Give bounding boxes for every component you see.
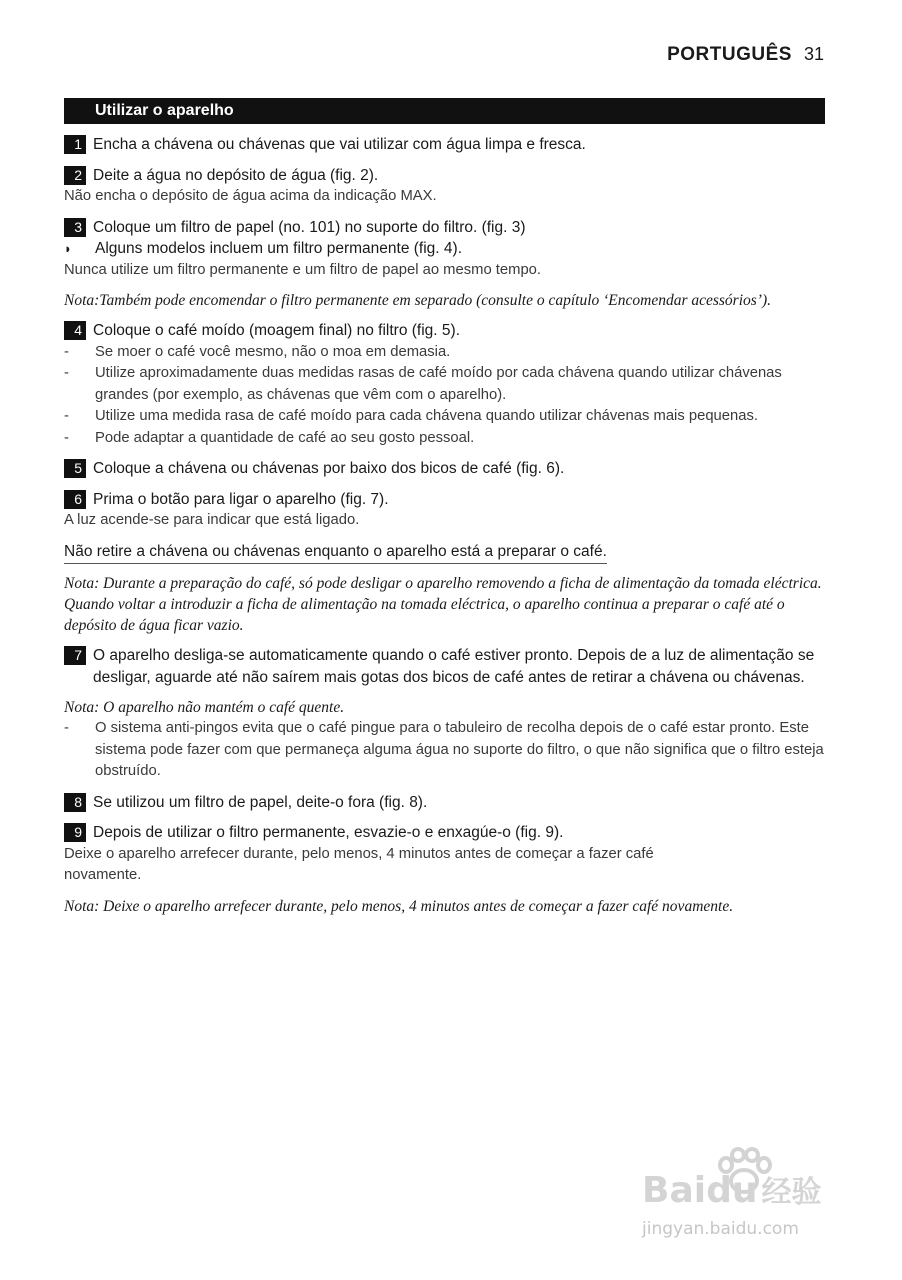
step-text: Coloque o café moído (moagem final) no filtro (fig. 5). (93, 322, 461, 339)
list-item (64, 718, 830, 783)
section-title: Utilizar o aparelho (64, 98, 825, 124)
step-number: 5 (64, 459, 86, 478)
step-8 (64, 792, 830, 814)
step-2 (64, 165, 830, 208)
step-subtext: Não encha o depósito de água acima da indicação MAX. (64, 188, 437, 204)
step-text: O aparelho desliga-se automaticamente quando o café estiver pronto. Depois de a luz de alimentação se desligar, aguarde até não saírem mais gotas dos bicos de café antes de retirar a chávena ou chávenas. (93, 647, 815, 686)
step-text: Prima o botão para ligar o aparelho (fig. 7). (93, 490, 389, 508)
warning-text: Não retire a chávena ou chávenas enquanto o aparelho está a preparar o café. (64, 541, 607, 565)
note: Nota: Deixe o aparelho arrefecer durante, pelo menos, 4 minutos antes de começar a fazer café novamente. (64, 897, 734, 915)
step-text: Coloque a chávena ou chávenas por baixo dos bicos de café (fig. 6). (93, 460, 565, 477)
page-header (667, 44, 824, 66)
note: Nota: O aparelho não mantém o café quente. (64, 699, 345, 716)
language-label: PORTUGUÊS (667, 44, 792, 65)
list-item-text: Utilize aproximadamente duas medidas rasas de café moído por cada chávena quando utilizar chávenas grandes (por exemplo, as chávenas que vêm com o aparelho). (95, 365, 782, 403)
note: Nota: Durante a preparação do café, só pode desligar o aparelho removendo a ficha de alimentação da tomada eléctrica. Quando voltar a introduzir a ficha de alimentação na tomada eléctrica, o aparelho continua a preparar o café até o depósito de água ficar vazio. (64, 575, 822, 634)
step-1 (64, 134, 830, 156)
dash-mark: - (64, 343, 69, 360)
step-text: Se utilizou um filtro de papel, deite-o fora (fig. 8). (93, 793, 428, 811)
step-number: 8 (64, 793, 86, 812)
bullet-icon: ◗ (64, 241, 72, 256)
step-number: 2 (64, 166, 86, 185)
logo-text-left: Bai (642, 1170, 707, 1211)
logo-text-cn: 经验 (761, 1175, 822, 1210)
step-9 (64, 822, 830, 917)
logo-text-right: du (706, 1170, 758, 1211)
step-number: 6 (64, 490, 86, 509)
dash-mark: - (64, 720, 69, 736)
instructions (64, 134, 830, 917)
list-item-text: Utilize uma medida rasa de café moído para cada chávena quando utilizar chávenas mais pequenas. (95, 408, 758, 424)
step-3 (64, 217, 830, 312)
step-number: 1 (64, 135, 86, 154)
step-subtext: A luz acende-se para indicar que está ligado. (64, 512, 360, 528)
step-text: Coloque um filtro de papel (no. 101) no suporte do filtro. (fig. 3) (93, 218, 526, 236)
step-7 (64, 645, 830, 783)
bullet-item (64, 238, 830, 260)
watermark-logo (642, 1167, 821, 1211)
step-text: Encha a chávena ou chávenas que vai utilizar com água limpa e fresca. (93, 136, 586, 153)
step-number: 9 (64, 823, 86, 842)
list-item (64, 428, 830, 450)
list-item-text: Se moer o café você mesmo, não o moa em demasia. (95, 343, 451, 360)
dash-mark: - (64, 365, 69, 381)
list-item-text: O sistema anti-pingos evita que o café pingue para o tabuleiro de recolha depois de o café estar pronto. Este sistema pode fazer com que permaneça alguma água no suporte do filtro, o que não significa que o filtro esteja obstruído. (95, 720, 824, 779)
step-number: 3 (64, 218, 86, 237)
watermark-url: jingyan.baidu.com (642, 1219, 799, 1239)
list-item (64, 363, 830, 406)
step-subtext: Nunca utilize um filtro permanente e um filtro de papel ao mesmo tempo. (64, 261, 542, 278)
step-6 (64, 489, 830, 637)
step-text: Deite a água no depósito de água (fig. 2). (93, 166, 379, 184)
step-number: 4 (64, 321, 86, 340)
step-subtext: Deixe o aparelho arrefecer durante, pelo menos, 4 minutos antes de começar a fazer café novamente. (64, 845, 654, 883)
baidu-watermark (622, 1147, 862, 1247)
list-item (64, 406, 830, 428)
step-number: 7 (64, 646, 86, 665)
note: Nota:Também pode encomendar o filtro permanente em separado (consulte o capítulo ‘Encomendar acessórios’). (64, 292, 772, 309)
dash-mark: - (64, 408, 69, 424)
page-number: 31 (803, 44, 824, 64)
dash-mark: - (64, 429, 69, 446)
list-item (64, 342, 830, 364)
list-item-text: Pode adaptar a quantidade de café ao seu gosto pessoal. (95, 429, 475, 446)
step-text: Depois de utilizar o filtro permanente, esvazie-o e enxagúe-o (fig. 9). (93, 824, 564, 841)
step-5 (64, 458, 830, 480)
step-4 (64, 320, 830, 449)
bullet-text: Alguns modelos incluem um filtro permanente (fig. 4). (95, 240, 462, 257)
